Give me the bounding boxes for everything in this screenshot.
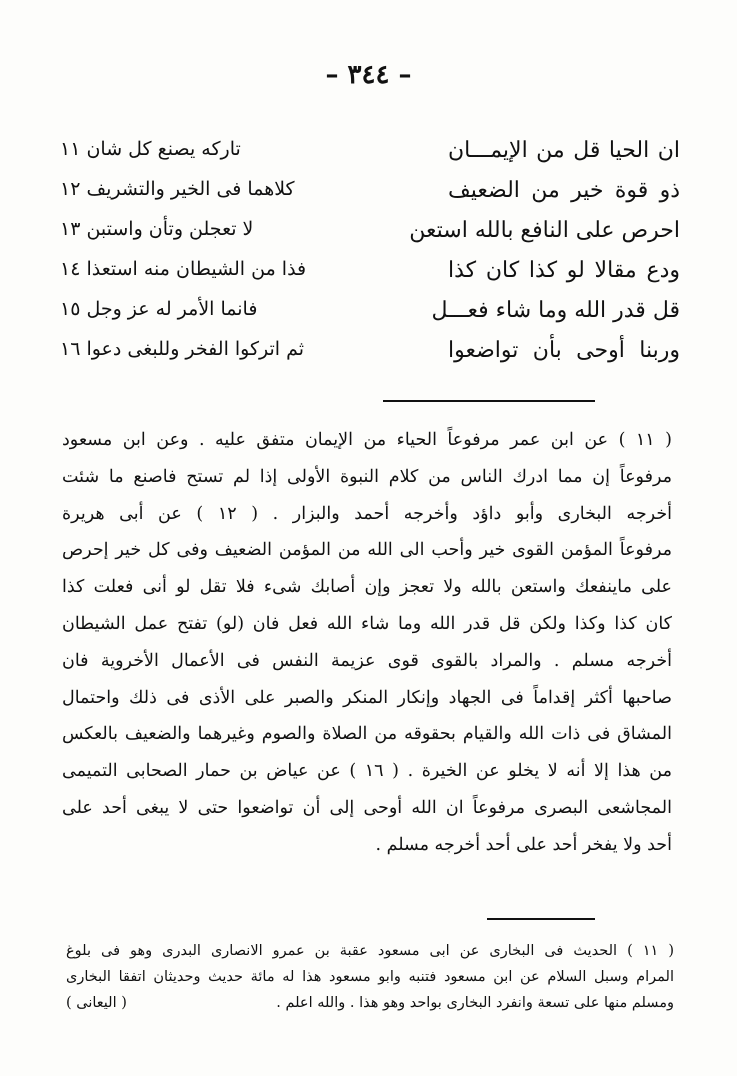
commentary-line: مرفوعاً إن مما ادرك الناس من كلام النبوة الأولى إذا لم تستح فاصنع ما شئت [62,466,672,487]
poem-second-hemistich: ثم اتركوا الفخر وللبغى دعوا ١٦ [60,338,305,360]
footnote-divider [487,918,595,920]
footnote-line: ومسلم منها على تسعة وانفرد البخارى بواحد وهو هذا . والله اعلم . [276,995,674,1011]
poem-first-hemistich: وربنا أوحى بأن تواضعوا [448,338,680,363]
commentary-line: على ماينفعك واستعن بالله ولا تعجز وإن أصابك شىء فلا تقل لو أنى فعلت كذا [62,577,672,598]
poem-line [60,138,680,178]
commentary-line: مرفوعاً المؤمن القوى خير وأحب الى الله من المؤمن الضعيف وفى كل خير إحرص [62,540,672,561]
footnote-line: المرام وسبل السلام عن ابن مسعود فتنبه وابو مسعود هذا له مائة حديث وحديثان اتفقا البخارى [66,969,674,985]
commentary-line: المجاشعى البصرى مرفوعاً ان الله أوحى إلى أن تواضعوا حتى لا يبغى أحد على [62,797,672,818]
poem-second-hemistich: لا تعجلن وتأن واستبن ١٣ [60,218,254,240]
commentary-line: صاحبها أكثر إقداماً فى الجهاد وإنكار المنكر والصبر على الأذى فى ذلك واحتمال [62,687,672,708]
page-number: – ٣٤٤ – [325,60,412,90]
poem-first-hemistich: ودع مقالا لو كذا كان كذا [448,258,680,283]
commentary-line: كان كذا وكذا ولكن قل قدر الله وما شاء الله فعل فان (لو) تفتح عمل الشيطان [62,613,672,634]
poem-second-hemistich: كلاهما فى الخير والتشريف ١٢ [60,178,295,200]
section-divider [383,400,595,402]
poem-line [60,218,680,258]
poem-line [60,258,680,298]
commentary-line: أحد ولا يفخر أحد على أحد أخرجه مسلم . [375,834,672,855]
poem-first-hemistich: قل قدر الله وما شاء فعـــل [431,298,680,323]
commentary-line: ( ١١ ) عن ابن عمر مرفوعاً الحياء من الإيمان متفق عليه . وعن ابن مسعود [62,430,672,450]
poem-second-hemistich: تاركه يصنع كل شان ١١ [60,138,241,160]
footnote-signature: ( اليعانى ) [66,995,127,1011]
poem-second-hemistich: فانما الأمر له عز وجل ١٥ [60,298,258,320]
poem-block [60,138,680,378]
commentary-line: أخرجه البخارى وأبو داؤد وأخرجه أحمد والبزار . ( ١٢ ) عن أبى هريرة [62,503,672,524]
poem-first-hemistich: ان الحيا قل من الإيمـــان [448,138,680,163]
poem-line [60,178,680,218]
poem-first-hemistich: ذو قوة خير من الضعيف [448,178,680,203]
commentary-line: المشاق فى ذات الله والقيام بحقوقه من الصلاة والصوم وغيرهما والضعيف بالعكس [62,724,672,745]
poem-line [60,338,680,378]
commentary-line: من هذا إلا أنه لا يخلو عن الخيرة . ( ١٦ ) عن عياض بن حمار الصحابى التميمى [62,761,673,782]
poem-second-hemistich: فذا من الشيطان منه استعذا ١٤ [60,258,307,280]
commentary-text [62,422,672,864]
footnote-last-line [66,990,674,1016]
commentary-line: أخرجه مسلم . والمراد بالقوى قوى عزيمة النفس فى الأعمال الأخروية فان [62,650,672,671]
footnote [66,938,674,1016]
poem-line [60,298,680,338]
poem-first-hemistich: احرص على النافع بالله استعن [409,218,680,243]
footnote-line: ( ١١ ) الحديث فى البخارى عن ابى مسعود عقبة بن عمرو الانصارى البدرى وهو فى بلوغ [66,943,674,959]
